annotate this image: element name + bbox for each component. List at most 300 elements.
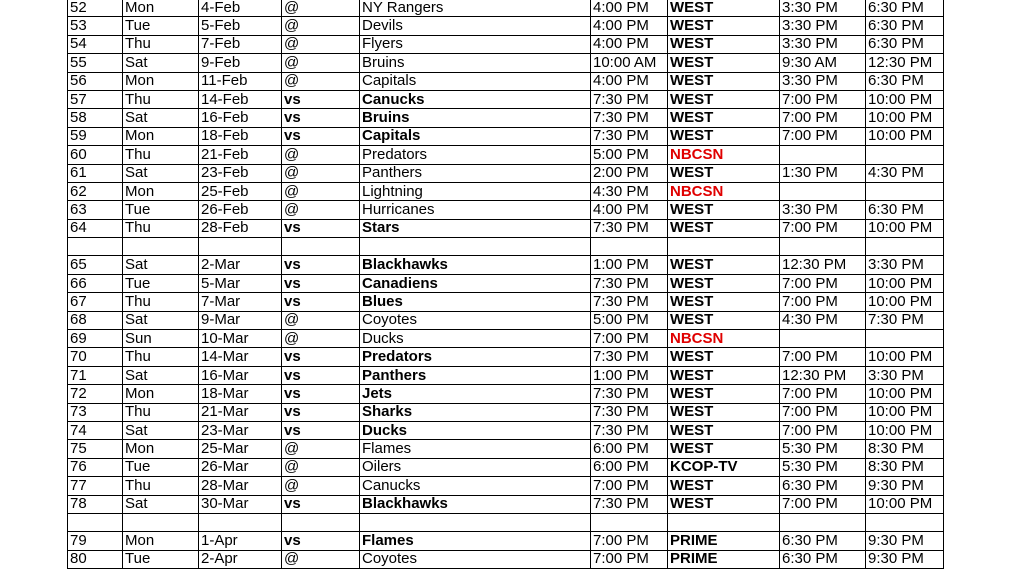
home-away-cell: @: [282, 54, 360, 72]
day-cell: Mon: [123, 0, 199, 17]
pregame-time-cell: 7:00 PM: [780, 421, 866, 439]
home-away-cell: vs: [282, 403, 360, 421]
pregame-time-cell: 6:30 PM: [780, 550, 866, 568]
opponent-cell: Oilers: [360, 458, 591, 476]
game-row: [68, 274, 944, 292]
postgame-time-cell: 12:30 PM: [866, 54, 944, 72]
time-cell: 10:00 AM: [591, 54, 668, 72]
network-cell: NBCSN: [668, 146, 780, 164]
day-cell: Sat: [123, 311, 199, 329]
date-cell: 11-Feb: [199, 72, 282, 90]
game-number-cell: 63: [68, 201, 123, 219]
opponent-cell: Blackhawks: [360, 495, 591, 513]
date-cell: 18-Mar: [199, 385, 282, 403]
game-number-cell: 71: [68, 366, 123, 384]
home-away-cell: [282, 238, 360, 256]
opponent-cell: Sharks: [360, 403, 591, 421]
game-number-cell: 54: [68, 35, 123, 53]
game-number-cell: 75: [68, 440, 123, 458]
home-away-cell: @: [282, 17, 360, 35]
postgame-time-cell: 10:00 PM: [866, 293, 944, 311]
game-number-cell: 55: [68, 54, 123, 72]
date-cell: 16-Mar: [199, 366, 282, 384]
network-cell: WEST: [668, 72, 780, 90]
date-cell: 25-Feb: [199, 182, 282, 200]
postgame-time-cell: 6:30 PM: [866, 35, 944, 53]
game-number-cell: 52: [68, 0, 123, 17]
day-cell: Sat: [123, 109, 199, 127]
network-cell: PRIME: [668, 550, 780, 568]
opponent-cell: Panthers: [360, 164, 591, 182]
day-cell: Thu: [123, 146, 199, 164]
opponent-cell: Bruins: [360, 54, 591, 72]
network-cell: WEST: [668, 421, 780, 439]
pregame-time-cell: 7:00 PM: [780, 90, 866, 108]
day-cell: Mon: [123, 127, 199, 145]
home-away-cell: vs: [282, 532, 360, 550]
postgame-time-cell: [866, 330, 944, 348]
postgame-time-cell: 6:30 PM: [866, 72, 944, 90]
day-cell: Mon: [123, 72, 199, 90]
day-cell: Mon: [123, 182, 199, 200]
network-cell: WEST: [668, 164, 780, 182]
game-number-cell: 62: [68, 182, 123, 200]
network-cell: [668, 238, 780, 256]
home-away-cell: vs: [282, 293, 360, 311]
opponent-cell: Blackhawks: [360, 256, 591, 274]
date-cell: 26-Feb: [199, 201, 282, 219]
day-cell: Sat: [123, 495, 199, 513]
pregame-time-cell: [780, 513, 866, 531]
day-cell: Tue: [123, 550, 199, 568]
pregame-time-cell: 7:00 PM: [780, 219, 866, 237]
opponent-cell: Capitals: [360, 72, 591, 90]
time-cell: 7:30 PM: [591, 219, 668, 237]
postgame-time-cell: 10:00 PM: [866, 274, 944, 292]
date-cell: 4-Feb: [199, 0, 282, 17]
pregame-time-cell: 7:00 PM: [780, 385, 866, 403]
date-cell: 21-Mar: [199, 403, 282, 421]
pregame-time-cell: 1:30 PM: [780, 164, 866, 182]
opponent-cell: Bruins: [360, 109, 591, 127]
home-away-cell: vs: [282, 127, 360, 145]
game-row: [68, 458, 944, 476]
date-cell: 9-Mar: [199, 311, 282, 329]
game-number-cell: 72: [68, 385, 123, 403]
postgame-time-cell: 10:00 PM: [866, 90, 944, 108]
pregame-time-cell: 7:00 PM: [780, 274, 866, 292]
postgame-time-cell: [866, 146, 944, 164]
game-row: [68, 440, 944, 458]
network-cell: WEST: [668, 366, 780, 384]
game-row: [68, 495, 944, 513]
time-cell: 7:30 PM: [591, 109, 668, 127]
pregame-time-cell: 5:30 PM: [780, 458, 866, 476]
home-away-cell: @: [282, 35, 360, 53]
opponent-cell: [360, 238, 591, 256]
day-cell: Thu: [123, 35, 199, 53]
day-cell: Thu: [123, 348, 199, 366]
game-number-cell: [68, 238, 123, 256]
pregame-time-cell: [780, 330, 866, 348]
network-cell: WEST: [668, 274, 780, 292]
postgame-time-cell: 10:00 PM: [866, 348, 944, 366]
opponent-cell: Predators: [360, 146, 591, 164]
pregame-time-cell: 3:30 PM: [780, 35, 866, 53]
pregame-time-cell: 7:00 PM: [780, 127, 866, 145]
opponent-cell: NY Rangers: [360, 0, 591, 17]
time-cell: 4:00 PM: [591, 0, 668, 17]
time-cell: [591, 513, 668, 531]
opponent-cell: Coyotes: [360, 311, 591, 329]
time-cell: 4:00 PM: [591, 72, 668, 90]
home-away-cell: @: [282, 146, 360, 164]
postgame-time-cell: 8:30 PM: [866, 440, 944, 458]
game-row: [68, 403, 944, 421]
network-cell: WEST: [668, 54, 780, 72]
day-cell: Tue: [123, 17, 199, 35]
pregame-time-cell: 7:00 PM: [780, 109, 866, 127]
pregame-time-cell: 4:30 PM: [780, 311, 866, 329]
pregame-time-cell: 3:30 PM: [780, 72, 866, 90]
network-cell: WEST: [668, 385, 780, 403]
pregame-time-cell: 5:30 PM: [780, 440, 866, 458]
spacer-row: [68, 513, 944, 531]
pregame-time-cell: 7:00 PM: [780, 293, 866, 311]
date-cell: 28-Feb: [199, 219, 282, 237]
network-cell: WEST: [668, 293, 780, 311]
date-cell: 26-Mar: [199, 458, 282, 476]
game-row: [68, 54, 944, 72]
time-cell: 1:00 PM: [591, 366, 668, 384]
game-row: [68, 550, 944, 568]
home-away-cell: vs: [282, 366, 360, 384]
game-number-cell: 78: [68, 495, 123, 513]
spacer-row: [68, 238, 944, 256]
home-away-cell: vs: [282, 90, 360, 108]
schedule-body: [68, 0, 944, 569]
network-cell: [668, 513, 780, 531]
time-cell: 7:00 PM: [591, 477, 668, 495]
date-cell: 7-Feb: [199, 35, 282, 53]
opponent-cell: Flames: [360, 532, 591, 550]
day-cell: Tue: [123, 274, 199, 292]
day-cell: Tue: [123, 201, 199, 219]
time-cell: 5:00 PM: [591, 311, 668, 329]
pregame-time-cell: 12:30 PM: [780, 366, 866, 384]
date-cell: 2-Mar: [199, 256, 282, 274]
date-cell: 9-Feb: [199, 54, 282, 72]
date-cell: 14-Mar: [199, 348, 282, 366]
date-cell: 23-Feb: [199, 164, 282, 182]
day-cell: Mon: [123, 532, 199, 550]
day-cell: Thu: [123, 403, 199, 421]
day-cell: Mon: [123, 385, 199, 403]
pregame-time-cell: 9:30 AM: [780, 54, 866, 72]
postgame-time-cell: [866, 513, 944, 531]
date-cell: [199, 238, 282, 256]
game-number-cell: 67: [68, 293, 123, 311]
opponent-cell: Coyotes: [360, 550, 591, 568]
date-cell: 18-Feb: [199, 127, 282, 145]
game-number-cell: 80: [68, 550, 123, 568]
network-cell: WEST: [668, 477, 780, 495]
game-number-cell: 56: [68, 72, 123, 90]
opponent-cell: Flames: [360, 440, 591, 458]
network-cell: WEST: [668, 256, 780, 274]
postgame-time-cell: 4:30 PM: [866, 164, 944, 182]
time-cell: 7:00 PM: [591, 550, 668, 568]
date-cell: 10-Mar: [199, 330, 282, 348]
network-cell: KCOP-TV: [668, 458, 780, 476]
game-number-cell: 53: [68, 17, 123, 35]
day-cell: Thu: [123, 90, 199, 108]
date-cell: 21-Feb: [199, 146, 282, 164]
game-number-cell: 69: [68, 330, 123, 348]
time-cell: 4:00 PM: [591, 17, 668, 35]
game-row: [68, 256, 944, 274]
date-cell: 1-Apr: [199, 532, 282, 550]
game-row: [68, 146, 944, 164]
network-cell: WEST: [668, 440, 780, 458]
home-away-cell: @: [282, 201, 360, 219]
date-cell: 2-Apr: [199, 550, 282, 568]
game-row: [68, 35, 944, 53]
day-cell: Thu: [123, 219, 199, 237]
network-cell: WEST: [668, 0, 780, 17]
home-away-cell: vs: [282, 256, 360, 274]
game-number-cell: 64: [68, 219, 123, 237]
home-away-cell: vs: [282, 109, 360, 127]
date-cell: 14-Feb: [199, 90, 282, 108]
home-away-cell: vs: [282, 219, 360, 237]
opponent-cell: Canucks: [360, 90, 591, 108]
time-cell: [591, 238, 668, 256]
home-away-cell: @: [282, 72, 360, 90]
game-number-cell: 60: [68, 146, 123, 164]
game-row: [68, 348, 944, 366]
game-number-cell: [68, 513, 123, 531]
time-cell: 7:30 PM: [591, 90, 668, 108]
postgame-time-cell: 8:30 PM: [866, 458, 944, 476]
day-cell: Thu: [123, 293, 199, 311]
time-cell: 7:00 PM: [591, 532, 668, 550]
game-row: [68, 182, 944, 200]
date-cell: 25-Mar: [199, 440, 282, 458]
opponent-cell: Panthers: [360, 366, 591, 384]
time-cell: 7:00 PM: [591, 330, 668, 348]
game-row: [68, 127, 944, 145]
postgame-time-cell: 10:00 PM: [866, 109, 944, 127]
time-cell: 7:30 PM: [591, 274, 668, 292]
game-row: [68, 385, 944, 403]
day-cell: Sun: [123, 330, 199, 348]
opponent-cell: Ducks: [360, 330, 591, 348]
postgame-time-cell: 6:30 PM: [866, 201, 944, 219]
postgame-time-cell: 10:00 PM: [866, 495, 944, 513]
home-away-cell: @: [282, 440, 360, 458]
time-cell: 5:00 PM: [591, 146, 668, 164]
postgame-time-cell: 3:30 PM: [866, 366, 944, 384]
day-cell: Thu: [123, 477, 199, 495]
time-cell: 6:00 PM: [591, 458, 668, 476]
network-cell: WEST: [668, 403, 780, 421]
day-cell: Sat: [123, 366, 199, 384]
home-away-cell: @: [282, 330, 360, 348]
postgame-time-cell: 3:30 PM: [866, 256, 944, 274]
home-away-cell: @: [282, 164, 360, 182]
pregame-time-cell: 3:30 PM: [780, 0, 866, 17]
network-cell: WEST: [668, 17, 780, 35]
network-cell: WEST: [668, 109, 780, 127]
game-row: [68, 293, 944, 311]
opponent-cell: Canucks: [360, 477, 591, 495]
opponent-cell: Canadiens: [360, 274, 591, 292]
schedule-table: [67, 0, 944, 569]
game-row: [68, 421, 944, 439]
pregame-time-cell: 3:30 PM: [780, 17, 866, 35]
game-row: [68, 0, 944, 17]
game-row: [68, 164, 944, 182]
time-cell: 1:00 PM: [591, 256, 668, 274]
home-away-cell: @: [282, 477, 360, 495]
date-cell: 16-Feb: [199, 109, 282, 127]
game-row: [68, 219, 944, 237]
game-number-cell: 70: [68, 348, 123, 366]
postgame-time-cell: 6:30 PM: [866, 17, 944, 35]
postgame-time-cell: 9:30 PM: [866, 532, 944, 550]
time-cell: 4:00 PM: [591, 35, 668, 53]
postgame-time-cell: 10:00 PM: [866, 421, 944, 439]
postgame-time-cell: 6:30 PM: [866, 0, 944, 17]
opponent-cell: Stars: [360, 219, 591, 237]
game-number-cell: 58: [68, 109, 123, 127]
home-away-cell: vs: [282, 274, 360, 292]
date-cell: 5-Mar: [199, 274, 282, 292]
opponent-cell: Devils: [360, 17, 591, 35]
pregame-time-cell: [780, 182, 866, 200]
pregame-time-cell: 3:30 PM: [780, 201, 866, 219]
game-row: [68, 90, 944, 108]
pregame-time-cell: [780, 238, 866, 256]
postgame-time-cell: 7:30 PM: [866, 311, 944, 329]
game-number-cell: 79: [68, 532, 123, 550]
network-cell: WEST: [668, 35, 780, 53]
date-cell: 30-Mar: [199, 495, 282, 513]
game-row: [68, 477, 944, 495]
time-cell: 4:00 PM: [591, 201, 668, 219]
game-number-cell: 65: [68, 256, 123, 274]
date-cell: 5-Feb: [199, 17, 282, 35]
time-cell: 7:30 PM: [591, 495, 668, 513]
home-away-cell: @: [282, 550, 360, 568]
time-cell: 7:30 PM: [591, 348, 668, 366]
network-cell: WEST: [668, 495, 780, 513]
opponent-cell: Lightning: [360, 182, 591, 200]
pregame-time-cell: 6:30 PM: [780, 532, 866, 550]
time-cell: 2:00 PM: [591, 164, 668, 182]
opponent-cell: Flyers: [360, 35, 591, 53]
home-away-cell: vs: [282, 348, 360, 366]
network-cell: NBCSN: [668, 330, 780, 348]
time-cell: 7:30 PM: [591, 293, 668, 311]
postgame-time-cell: 10:00 PM: [866, 385, 944, 403]
game-number-cell: 59: [68, 127, 123, 145]
pregame-time-cell: 12:30 PM: [780, 256, 866, 274]
home-away-cell: vs: [282, 421, 360, 439]
time-cell: 4:30 PM: [591, 182, 668, 200]
opponent-cell: Ducks: [360, 421, 591, 439]
network-cell: NBCSN: [668, 182, 780, 200]
date-cell: 28-Mar: [199, 477, 282, 495]
game-number-cell: 76: [68, 458, 123, 476]
game-row: [68, 330, 944, 348]
game-row: [68, 366, 944, 384]
day-cell: Sat: [123, 54, 199, 72]
opponent-cell: Predators: [360, 348, 591, 366]
home-away-cell: [282, 513, 360, 531]
game-row: [68, 17, 944, 35]
pregame-time-cell: 7:00 PM: [780, 495, 866, 513]
home-away-cell: vs: [282, 495, 360, 513]
home-away-cell: @: [282, 0, 360, 17]
home-away-cell: @: [282, 311, 360, 329]
game-number-cell: 73: [68, 403, 123, 421]
network-cell: WEST: [668, 348, 780, 366]
network-cell: WEST: [668, 90, 780, 108]
opponent-cell: Blues: [360, 293, 591, 311]
postgame-time-cell: 9:30 PM: [866, 550, 944, 568]
day-cell: [123, 513, 199, 531]
postgame-time-cell: [866, 182, 944, 200]
network-cell: WEST: [668, 311, 780, 329]
game-row: [68, 311, 944, 329]
pregame-time-cell: [780, 146, 866, 164]
network-cell: WEST: [668, 219, 780, 237]
game-row: [68, 109, 944, 127]
postgame-time-cell: 10:00 PM: [866, 127, 944, 145]
game-number-cell: 57: [68, 90, 123, 108]
date-cell: 23-Mar: [199, 421, 282, 439]
opponent-cell: Hurricanes: [360, 201, 591, 219]
day-cell: Sat: [123, 256, 199, 274]
opponent-cell: [360, 513, 591, 531]
game-number-cell: 68: [68, 311, 123, 329]
game-row: [68, 532, 944, 550]
game-number-cell: 66: [68, 274, 123, 292]
day-cell: Sat: [123, 164, 199, 182]
postgame-time-cell: 9:30 PM: [866, 477, 944, 495]
postgame-time-cell: [866, 238, 944, 256]
game-row: [68, 201, 944, 219]
opponent-cell: Jets: [360, 385, 591, 403]
date-cell: [199, 513, 282, 531]
network-cell: WEST: [668, 201, 780, 219]
network-cell: PRIME: [668, 532, 780, 550]
time-cell: 7:30 PM: [591, 127, 668, 145]
game-number-cell: 77: [68, 477, 123, 495]
opponent-cell: Capitals: [360, 127, 591, 145]
postgame-time-cell: 10:00 PM: [866, 403, 944, 421]
day-cell: Mon: [123, 440, 199, 458]
pregame-time-cell: 6:30 PM: [780, 477, 866, 495]
home-away-cell: vs: [282, 385, 360, 403]
date-cell: 7-Mar: [199, 293, 282, 311]
time-cell: 7:30 PM: [591, 421, 668, 439]
day-cell: [123, 238, 199, 256]
home-away-cell: @: [282, 458, 360, 476]
game-row: [68, 72, 944, 90]
